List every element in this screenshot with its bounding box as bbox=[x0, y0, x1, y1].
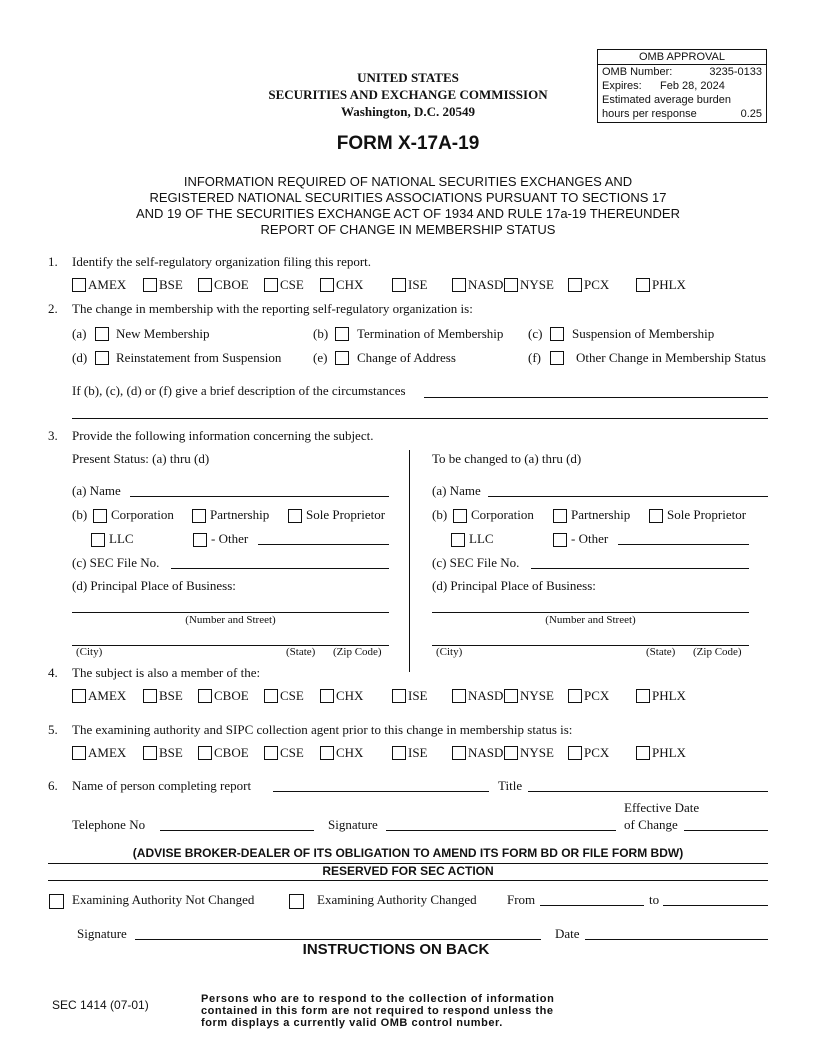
q4-cse-checkbox[interactable] bbox=[264, 689, 278, 703]
present-sole-checkbox[interactable] bbox=[288, 509, 302, 523]
present-sec-file-label: (c) SEC File No. bbox=[72, 555, 160, 570]
q2-text: The change in membership with the reporting self-regulatory organization is: bbox=[72, 301, 473, 316]
new-membership-label: New Membership bbox=[116, 326, 210, 341]
q4-pcx-checkbox[interactable] bbox=[568, 689, 582, 703]
instructions-heading: INSTRUCTIONS ON BACK bbox=[302, 941, 490, 958]
q4-amex-checkbox[interactable] bbox=[72, 689, 86, 703]
q1-ise-label: ISE bbox=[408, 277, 428, 292]
changed-label: Examining Authority Changed bbox=[317, 892, 477, 907]
present-corporation-checkbox[interactable] bbox=[93, 509, 107, 523]
q4-text: The subject is also a member of the: bbox=[72, 665, 261, 680]
agency-line1: UNITED STATES bbox=[357, 70, 459, 85]
not-changed-checkbox[interactable] bbox=[49, 894, 64, 909]
telephone-label: Telephone No bbox=[72, 817, 146, 832]
describe-label: If (b), (c), (d) or (f) give a brief description of the circumstances bbox=[72, 383, 406, 398]
reserved-title: RESERVED FOR SEC ACTION bbox=[322, 864, 494, 878]
q4-sro-option-phlx[interactable] bbox=[636, 688, 686, 704]
agency-line3: Washington, D.C. 20549 bbox=[341, 104, 475, 119]
suspension-label: Suspension of Membership bbox=[572, 326, 715, 341]
changed-city-caption: (City) bbox=[436, 646, 463, 658]
q5-ise-label: ISE bbox=[408, 745, 428, 760]
omb-notice-line3: form displays a currently valid OMB control number. bbox=[201, 1017, 503, 1029]
q5-sro-option-nasd[interactable] bbox=[452, 745, 503, 761]
q4-sro-option-cboe[interactable] bbox=[198, 688, 249, 704]
subtitle-line2: REGISTERED NATIONAL SECURITIES ASSOCIATIONS PURSUANT TO SECTIONS 17 bbox=[149, 190, 667, 205]
change-address-checkbox[interactable] bbox=[335, 351, 349, 365]
q4-sro-option-cse[interactable] bbox=[264, 688, 304, 704]
q1-sro-option-nasd[interactable] bbox=[452, 277, 503, 293]
q1-sro-option-chx[interactable] bbox=[320, 277, 363, 293]
q2-e-letter: (e) bbox=[313, 350, 328, 365]
reserved-date-label: Date bbox=[555, 926, 580, 941]
q1-sro-option-amex[interactable] bbox=[72, 277, 126, 293]
q4-sro-option-amex[interactable] bbox=[72, 688, 126, 704]
changed-name-field[interactable] bbox=[488, 496, 768, 497]
new-membership-checkbox[interactable] bbox=[95, 327, 109, 341]
person-field[interactable] bbox=[273, 791, 489, 792]
effective-date-field[interactable] bbox=[684, 830, 768, 831]
q2-number: 2. bbox=[48, 301, 58, 316]
changed-llc-label: LLC bbox=[469, 531, 494, 546]
omb-expires: Feb 28, 2024 bbox=[660, 80, 725, 92]
q5-sro-option-pcx[interactable] bbox=[568, 745, 609, 761]
q5-cboe-checkbox[interactable] bbox=[198, 746, 212, 760]
q4-sro-option-nyse[interactable] bbox=[504, 688, 554, 704]
present-name-field[interactable] bbox=[130, 496, 389, 497]
present-sec-file-field[interactable] bbox=[171, 568, 389, 569]
q5-bse-label: BSE bbox=[159, 745, 183, 760]
present-state-caption: (State) bbox=[286, 646, 316, 658]
changed-sec-file-field[interactable] bbox=[531, 568, 749, 569]
present-corporation-label: Corporation bbox=[111, 507, 174, 522]
q5-sro-option-phlx[interactable] bbox=[636, 745, 686, 761]
q5-nasd-label: NASD bbox=[468, 745, 504, 760]
from-label: From bbox=[507, 892, 536, 907]
q1-sro-option-cse[interactable] bbox=[264, 277, 304, 293]
q2-f-letter: (f) bbox=[528, 350, 541, 365]
changed-street-caption: (Number and Street) bbox=[545, 614, 636, 626]
omb-notice-line2: contained in this form are not required to respond unless the bbox=[201, 1005, 554, 1017]
changed-name-label: (a) Name bbox=[432, 483, 481, 498]
q4-nasd-label: NASD bbox=[468, 688, 504, 703]
present-street-field[interactable] bbox=[72, 612, 389, 613]
q4-cboe-checkbox[interactable] bbox=[198, 689, 212, 703]
form-code: SEC 1414 (07-01) bbox=[52, 998, 149, 1012]
q5-sro-option-amex[interactable] bbox=[72, 745, 126, 761]
q1-cboe-checkbox[interactable] bbox=[198, 278, 212, 292]
q1-sro-option-ise[interactable] bbox=[392, 277, 428, 293]
q1-nasd-label: NASD bbox=[468, 277, 504, 292]
q1-sro-option-pcx[interactable] bbox=[568, 277, 609, 293]
present-principal-label: (d) Principal Place of Business: bbox=[72, 578, 236, 593]
q1-chx-label: CHX bbox=[336, 277, 364, 292]
q5-cboe-label: CBOE bbox=[214, 745, 249, 760]
q1-sro-option-cboe[interactable] bbox=[198, 277, 249, 293]
q5-number: 5. bbox=[48, 722, 58, 737]
q4-chx-label: CHX bbox=[336, 688, 364, 703]
omb-notice-line1: Persons who are to respond to the collection of information bbox=[201, 993, 555, 1005]
reserved-divider bbox=[48, 880, 768, 881]
q5-sro-options bbox=[72, 745, 712, 763]
q1-amex-checkbox[interactable] bbox=[72, 278, 86, 292]
reinstatement-checkbox[interactable] bbox=[95, 351, 109, 365]
changed-corporation-checkbox[interactable] bbox=[453, 509, 467, 523]
q1-nasd-checkbox[interactable] bbox=[452, 278, 466, 292]
person-label: Name of person completing report bbox=[72, 778, 252, 793]
q5-sro-option-bse[interactable] bbox=[143, 745, 183, 761]
q4-bse-checkbox[interactable] bbox=[143, 689, 157, 703]
q5-phlx-checkbox[interactable] bbox=[636, 746, 650, 760]
q5-nyse-checkbox[interactable] bbox=[504, 746, 518, 760]
present-street-caption: (Number and Street) bbox=[185, 614, 276, 626]
changed-sole-checkbox[interactable] bbox=[649, 509, 663, 523]
q1-bse-checkbox[interactable] bbox=[143, 278, 157, 292]
present-llc-label: LLC bbox=[109, 531, 134, 546]
q5-bse-checkbox[interactable] bbox=[143, 746, 157, 760]
to-field[interactable] bbox=[663, 905, 768, 906]
q5-cse-checkbox[interactable] bbox=[264, 746, 278, 760]
suspension-checkbox[interactable] bbox=[550, 327, 564, 341]
change-address-label: Change of Address bbox=[357, 350, 456, 365]
q4-ise-label: ISE bbox=[408, 688, 428, 703]
present-partnership-label: Partnership bbox=[210, 507, 270, 522]
q4-nyse-checkbox[interactable] bbox=[504, 689, 518, 703]
q1-pcx-label: PCX bbox=[584, 277, 610, 292]
describe-field-line2[interactable] bbox=[72, 418, 768, 419]
q5-cse-label: CSE bbox=[280, 745, 304, 760]
effective-date-label: Effective Date bbox=[624, 800, 700, 815]
q4-pcx-label: PCX bbox=[584, 688, 610, 703]
changed-sole-label: Sole Proprietor bbox=[667, 507, 747, 522]
q1-phlx-checkbox[interactable] bbox=[636, 278, 650, 292]
column-divider bbox=[409, 450, 410, 672]
q1-nyse-checkbox[interactable] bbox=[504, 278, 518, 292]
q5-pcx-checkbox[interactable] bbox=[568, 746, 582, 760]
q4-nasd-checkbox[interactable] bbox=[452, 689, 466, 703]
q5-sro-option-nyse[interactable] bbox=[504, 745, 554, 761]
changed-llc-checkbox[interactable] bbox=[451, 533, 465, 547]
q1-sro-options bbox=[72, 277, 712, 295]
q4-sro-option-ise[interactable] bbox=[392, 688, 428, 704]
q1-chx-checkbox[interactable] bbox=[320, 278, 334, 292]
q4-sro-option-nasd[interactable] bbox=[452, 688, 503, 704]
q4-chx-checkbox[interactable] bbox=[320, 689, 334, 703]
present-status-heading: Present Status: (a) thru (d) bbox=[72, 451, 210, 466]
reserved-date-field[interactable] bbox=[585, 939, 768, 940]
q1-ise-checkbox[interactable] bbox=[392, 278, 406, 292]
q5-sro-option-cse[interactable] bbox=[264, 745, 304, 761]
changed-principal-label: (d) Principal Place of Business: bbox=[432, 578, 596, 593]
q3-text: Provide the following information concerning the subject. bbox=[72, 428, 374, 443]
omb-burden-row bbox=[602, 107, 762, 121]
q1-cboe-label: CBOE bbox=[214, 277, 249, 292]
other-change-label: Other Change in Membership Status bbox=[576, 350, 766, 365]
q5-nasd-checkbox[interactable] bbox=[452, 746, 466, 760]
advise-notice: (ADVISE BROKER-DEALER OF ITS OBLIGATION TO AMEND ITS FORM BD OR FILE FORM BDW) bbox=[132, 846, 684, 860]
q5-nyse-label: NYSE bbox=[520, 745, 554, 760]
omb-number-row bbox=[602, 65, 762, 79]
reinstatement-label: Reinstatement from Suspension bbox=[116, 350, 282, 365]
q5-amex-label: AMEX bbox=[88, 745, 127, 760]
q2-a-letter: (a) bbox=[72, 326, 87, 341]
q3-number: 3. bbox=[48, 428, 58, 443]
present-name-label: (a) Name bbox=[72, 483, 121, 498]
present-other-label: - Other bbox=[211, 531, 249, 546]
from-field[interactable] bbox=[540, 905, 644, 906]
q4-sro-option-chx[interactable] bbox=[320, 688, 363, 704]
changed-sec-file-label: (c) SEC File No. bbox=[432, 555, 520, 570]
changed-other-label: - Other bbox=[571, 531, 609, 546]
changed-corporation-label: Corporation bbox=[471, 507, 534, 522]
omb-number-label: OMB Number: bbox=[602, 66, 673, 78]
omb-approval-box bbox=[597, 49, 767, 123]
omb-expires-label: Expires: bbox=[602, 80, 642, 92]
q1-sro-option-bse[interactable] bbox=[143, 277, 183, 293]
termination-label: Termination of Membership bbox=[357, 326, 504, 341]
q5-phlx-label: PHLX bbox=[652, 745, 686, 760]
changed-street-field[interactable] bbox=[432, 612, 749, 613]
q1-number: 1. bbox=[48, 254, 58, 269]
q4-cboe-label: CBOE bbox=[214, 688, 249, 703]
termination-checkbox[interactable] bbox=[335, 327, 349, 341]
agency-line2: SECURITIES AND EXCHANGE COMMISSION bbox=[268, 87, 548, 102]
present-partnership-checkbox[interactable] bbox=[192, 509, 206, 523]
present-llc-checkbox[interactable] bbox=[91, 533, 105, 547]
present-city-caption: (City) bbox=[76, 646, 103, 658]
q1-phlx-label: PHLX bbox=[652, 277, 686, 292]
q4-nyse-label: NYSE bbox=[520, 688, 554, 703]
q4-amex-label: AMEX bbox=[88, 688, 127, 703]
title-field[interactable] bbox=[528, 791, 768, 792]
subtitle-line1: INFORMATION REQUIRED OF NATIONAL SECURITIES EXCHANGES AND bbox=[183, 174, 633, 189]
q4-sro-options bbox=[72, 688, 712, 706]
q5-amex-checkbox[interactable] bbox=[72, 746, 86, 760]
present-other-checkbox[interactable] bbox=[193, 533, 207, 547]
q1-sro-option-phlx[interactable] bbox=[636, 277, 686, 293]
q5-ise-checkbox[interactable] bbox=[392, 746, 406, 760]
omb-burden-line2: hours per response bbox=[602, 108, 697, 120]
q5-chx-label: CHX bbox=[336, 745, 364, 760]
q4-sro-option-pcx[interactable] bbox=[568, 688, 609, 704]
q4-sro-option-bse[interactable] bbox=[143, 688, 183, 704]
not-changed-label: Examining Authority Not Changed bbox=[72, 892, 255, 907]
q5-text: The examining authority and SIPC collection agent prior to this change in membership status is: bbox=[72, 722, 573, 737]
q5-sro-option-ise[interactable] bbox=[392, 745, 428, 761]
q4-cse-label: CSE bbox=[280, 688, 304, 703]
omb-number: 3235-0133 bbox=[709, 66, 762, 78]
subtitle-line4: REPORT OF CHANGE IN MEMBERSHIP STATUS bbox=[260, 222, 556, 237]
q5-sro-option-cboe[interactable] bbox=[198, 745, 249, 761]
changed-zip-caption: (Zip Code) bbox=[693, 646, 742, 658]
changed-partnership-label: Partnership bbox=[571, 507, 631, 522]
to-label: to bbox=[649, 892, 660, 907]
changed-b-letter: (b) bbox=[432, 507, 448, 522]
q2-d-letter: (d) bbox=[72, 350, 88, 365]
q1-text: Identify the self-regulatory organization filing this report. bbox=[72, 254, 372, 269]
q4-number: 4. bbox=[48, 665, 58, 680]
signature-label: Signature bbox=[328, 817, 378, 832]
q1-sro-option-nyse[interactable] bbox=[504, 277, 554, 293]
changed-to-heading: To be changed to (a) thru (d) bbox=[432, 451, 582, 466]
q1-pcx-checkbox[interactable] bbox=[568, 278, 582, 292]
changed-other-checkbox[interactable] bbox=[553, 533, 567, 547]
q1-nyse-label: NYSE bbox=[520, 277, 554, 292]
form-title: FORM X-17A-19 bbox=[336, 133, 480, 154]
q5-sro-option-chx[interactable] bbox=[320, 745, 363, 761]
present-b-letter: (b) bbox=[72, 507, 88, 522]
q1-amex-label: AMEX bbox=[88, 277, 127, 292]
changed-checkbox[interactable] bbox=[289, 894, 304, 909]
telephone-field[interactable] bbox=[160, 830, 314, 831]
describe-field-line1[interactable] bbox=[424, 397, 768, 398]
changed-state-caption: (State) bbox=[646, 646, 676, 658]
q1-cse-checkbox[interactable] bbox=[264, 278, 278, 292]
other-change-checkbox[interactable] bbox=[550, 351, 564, 365]
present-other-field[interactable] bbox=[258, 544, 389, 545]
q2-c-letter: (c) bbox=[528, 326, 543, 341]
q6-number: 6. bbox=[48, 778, 58, 793]
q4-ise-checkbox[interactable] bbox=[392, 689, 406, 703]
q4-phlx-checkbox[interactable] bbox=[636, 689, 650, 703]
omb-burden-line1: Estimated average burden bbox=[602, 94, 732, 106]
omb-expires-row bbox=[602, 79, 762, 93]
q5-chx-checkbox[interactable] bbox=[320, 746, 334, 760]
present-sole-label: Sole Proprietor bbox=[306, 507, 386, 522]
q5-pcx-label: PCX bbox=[584, 745, 610, 760]
subtitle-line3: AND 19 OF THE SECURITIES EXCHANGE ACT OF 1934 AND RULE 17a-19 THEREUNDER bbox=[136, 206, 680, 221]
q1-bse-label: BSE bbox=[159, 277, 183, 292]
reserved-signature-field[interactable] bbox=[135, 939, 541, 940]
present-zip-caption: (Zip Code) bbox=[333, 646, 382, 658]
omb-burden-value: 0.25 bbox=[740, 108, 762, 120]
q2-b-letter: (b) bbox=[313, 326, 329, 341]
q4-phlx-label: PHLX bbox=[652, 688, 686, 703]
q4-bse-label: BSE bbox=[159, 688, 183, 703]
title-label: Title bbox=[498, 778, 523, 793]
of-change-label: of Change bbox=[624, 817, 678, 832]
signature-field[interactable] bbox=[386, 830, 616, 831]
q1-cse-label: CSE bbox=[280, 277, 304, 292]
changed-other-field[interactable] bbox=[618, 544, 749, 545]
changed-partnership-checkbox[interactable] bbox=[553, 509, 567, 523]
reserved-signature-label: Signature bbox=[77, 926, 127, 941]
omb-title: OMB APPROVAL bbox=[598, 50, 766, 65]
